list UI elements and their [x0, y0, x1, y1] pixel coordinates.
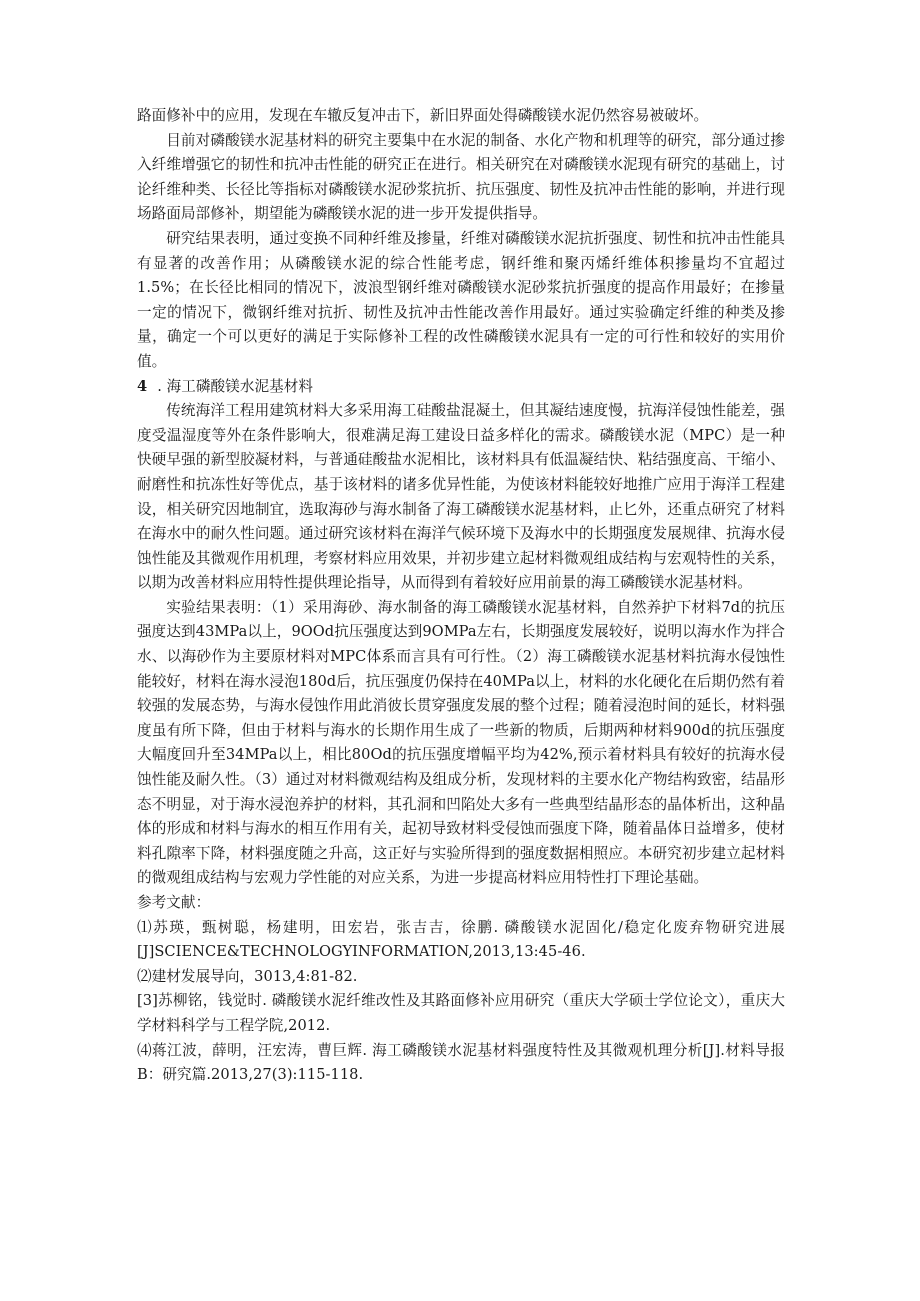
- section-title: . 海工磷酸镁水泥基材料: [157, 377, 314, 395]
- document-page: [137, 104, 785, 1088]
- paragraph-marine-results: 实验结果表明：（1）采用海砂、海水制备的海工磷酸镁水泥基材料，自然养护下材料7d的抗压强度达到43MPa以上，9OOd抗压强度达到9OMPa左右，长期强度发展较好，说明以海水作为拌合水、以海砂作为主要原材料对MPC体系而言具有可行性。（2）海工磷酸镁水泥基材料抗海水侵蚀性能较好，材料在海水浸泡180d后，抗压强度仍保持在40MPa以上，材料的水化硬化在后期仍然有着较强的发展态势，与海水侵蚀作用此消彼长贯穿强度发展的整个过程；随着浸泡时间的延长，材料强度虽有所下降，但由于材料与海水的长期作用生成了一些新的物质，后期两种材料900d的抗压强度大幅度回升至34MPa以上，相比80Od的抗压强度增幅平均为42%,预示着材料具有较好的抗海水侵蚀性能及耐久性。（3）通过对材料微观结构及组成分析，发现材料的主要水化产物结构致密，结晶形态不明显，对于海水浸泡养护的材料，其孔洞和凹陷处大多有一些典型结晶形态的晶体析出，这种晶体的形成和材料与海水的相互作用有关，起初导致材料受侵蚀而强度下降，随着晶体日益增多，使材料孔隙率下降，材料强度随之升高，这正好与实验所得到的强度数据相照应。本研究初步建立起材料的微观组成结构与宏观力学性能的对应关系，为进一步提高材料应用特性打下理论基础。: [137, 598, 785, 887]
- reference-item-1: ⑴苏瑛，甄树聪，杨建明，田宏岩，张吉吉，徐鹏. 磷酸镁水泥固化/稳定化废弃物研究进展[J]SCIENCE&TECHNOLOGYINFORMATION,2013,13:45-46.: [137, 918, 785, 961]
- section-number: 4: [137, 377, 148, 395]
- references-title: 参考文献：: [137, 894, 211, 911]
- paragraph-continuation: 路面修补中的应用，发现在车辙反复冲击下，新旧界面处得磷酸镁水泥仍然容易被破坏。: [137, 107, 709, 124]
- reference-item-4: ⑷蒋江波，薛明，汪宏涛，曹巨辉. 海工磷酸镁水泥基材料强度特性及其微观机理分析[J].材料导报B：研究篇.2013,27(3):115-118.: [137, 1041, 785, 1084]
- reference-item-2: ⑵建材发展导向，3013,4:81-82.: [137, 967, 358, 985]
- paragraph-fiber-results: 研究结果表明，通过变换不同种纤维及掺量，纤维对磷酸镁水泥抗折强度、韧性和抗冲击性能具有显著的改善作用；从磷酸镁水泥的综合性能考虑，钢纤维和聚丙烯纤维体积掺量均不宜超过1.5%；在长径比相同的情况下，波浪型钢纤维对磷酸镁水泥砂浆抗折强度的提高作用最好；在掺量一定的情况下，微钢纤维对抗折、韧性及抗冲击性能改善作用最好。通过实验确定纤维的种类及掺量，确定一个可以更好的满足于实际修补工程的改性磷酸镁水泥具有一定的可行性和较好的实用价值。: [137, 229, 785, 370]
- section-heading: [137, 375, 785, 400]
- reference-item-3: [3]苏柳铭，钱觉时. 磷酸镁水泥纤维改性及其路面修补应用研究（重庆大学硕士学位论文），重庆大学材料科学与工程学院,2012.: [137, 992, 785, 1034]
- paragraph-research-focus: 目前对磷酸镁水泥基材料的研究主要集中在水泥的制备、水化产物和机理等的研究，部分通过掺入纤维增强它的韧性和抗冲击性能的研究正在进行。相关研究在对磷酸镁水泥现有研究的基础上，讨论纤维种类、长径比等指标对磷酸镁水泥砂浆抗折、抗压强度、韧性及抗冲击性能的影响，并进行现场路面局部修补，期望能为磷酸镁水泥的进一步开发提供指导。: [137, 131, 785, 223]
- paragraph-marine-intro: 传统海洋工程用建筑材料大多采用海工硅酸盐混凝土，但其凝结速度慢，抗海洋侵蚀性能差，强度受温湿度等外在条件影响大，很难满足海工建设日益多样化的需求。磷酸镁水泥（MPC）是一种快硬早强的新型胶凝材料，与普通硅酸盐水泥相比，该材料具有低温凝结快、粘结强度高、干缩小、耐磨性和抗冻性好等优点，基于该材料的诸多优异性能，为使该材料能较好地推广应用于海洋工程建设，相关研究因地制宜，选取海砂与海水制备了海工磷酸镁水泥基材料，止匕外，还重点研究了材料在海水中的耐久性问题。通过研究该材料在海洋气候环境下及海水中的长期强度发展规律、抗海水侵蚀性能及其微观作用机理，考察材料应用效果，并初步建立起材料微观组成结构与宏观特性的关系，以期为改善材料应用特性提供理论指导，从而得到有着较好应用前景的海工磷酸镁水泥基材料。: [137, 402, 785, 592]
